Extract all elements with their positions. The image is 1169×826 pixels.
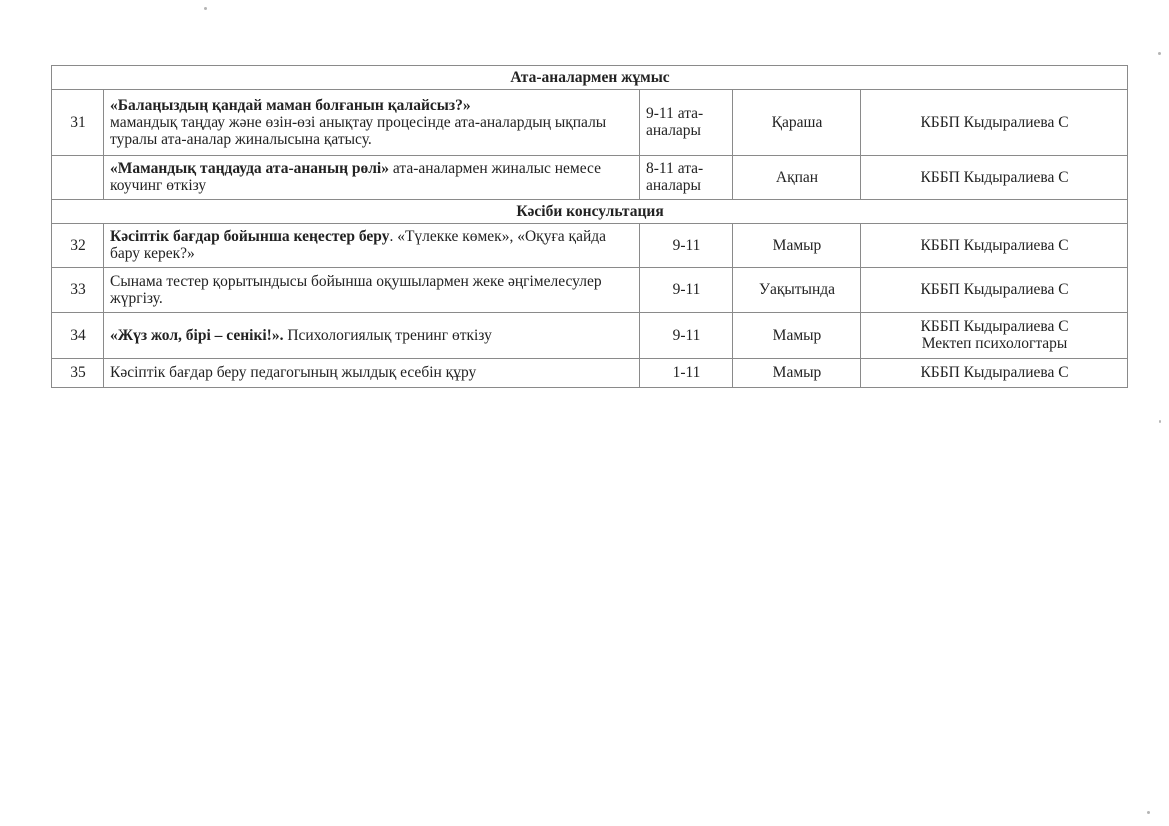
scan-speck-mark [204,7,207,10]
target-group: 9-11 [640,224,733,268]
event-description [104,224,640,268]
target-group: 1-11 [640,359,733,388]
row-number: 35 [52,359,104,388]
event-description [104,90,640,156]
responsible-person: КББП Кыдыралиева С [861,156,1128,200]
work-plan-table [51,65,1128,388]
event-description [104,359,640,388]
event-description [104,313,640,359]
row-number: 34 [52,313,104,359]
table-row [52,359,1128,388]
event-title: «Балаңыздың қандай маман болғанын қалайсыз?» [110,96,471,114]
scan-speck-mark [1158,52,1161,55]
responsible-person [861,313,1128,359]
row-number: 32 [52,224,104,268]
table-row [52,224,1128,268]
target-group: 9-11 [640,268,733,313]
event-title: «Жүз жол, бірі – сенікі!». [110,326,284,344]
responsible-secondary: Мектеп психологтары [921,335,1068,352]
responsible-person: КББП Кыдыралиева С [861,224,1128,268]
event-details: Психологиялық тренинг өткізу [283,326,492,344]
event-title: Кәсіптік бағдар бойынша кеңестер беру [110,228,390,245]
table-row [52,268,1128,313]
table-row [52,90,1128,156]
event-period: Уақытында [733,268,861,313]
table-row [52,313,1128,359]
event-details: ата-аналармен жиналыс немесе коучинг өткізу [110,160,601,194]
event-title: «Мамандық таңдауда ата-ананың рөлі» [110,160,389,177]
event-period: Мамыр [733,313,861,359]
target-group: 8-11 ата-аналары [640,156,733,200]
section-header-row [52,66,1128,90]
target-group: 9-11 [640,313,733,359]
event-description [104,156,640,200]
responsible-person: КББП Кыдыралиева С [861,90,1128,156]
scan-speck-mark [1147,811,1150,814]
row-number: 31 [52,90,104,156]
event-details: . «Түлекке көмек», «Оқуға қайда бару керек?» [110,228,607,262]
section-header-row [52,200,1128,224]
responsible-person: КББП Кыдыралиева С [861,359,1128,388]
event-period: Ақпан [733,156,861,200]
target-group: 9-11 ата-аналары [640,90,733,156]
event-details: Кәсіптік бағдар беру педагогының жылдық есебін құру [110,364,477,381]
event-period: Қараша [733,90,861,156]
responsible-primary: КББП Кыдыралиева С [920,318,1069,335]
table-row [52,156,1128,200]
event-period: Мамыр [733,224,861,268]
row-number: 33 [52,268,104,313]
section-title: Ата-аналармен жұмыс [52,66,1128,90]
event-period: Мамыр [733,359,861,388]
event-details: Сынама тестер қорытындысы бойынша оқушылармен жеке әңгімелесулер жүргізу. [110,272,602,307]
responsible-person: КББП Кыдыралиева С [861,268,1128,313]
event-details: мамандық таңдау және өзін-өзі анықтау процесінде ата-аналардың ықпалы туралы ата-аналар жиналысына қатысу. [110,113,607,148]
event-description [104,268,640,313]
row-number [52,156,104,200]
scan-speck-mark [1159,420,1161,423]
section-title: Кәсіби консультация [52,200,1128,224]
